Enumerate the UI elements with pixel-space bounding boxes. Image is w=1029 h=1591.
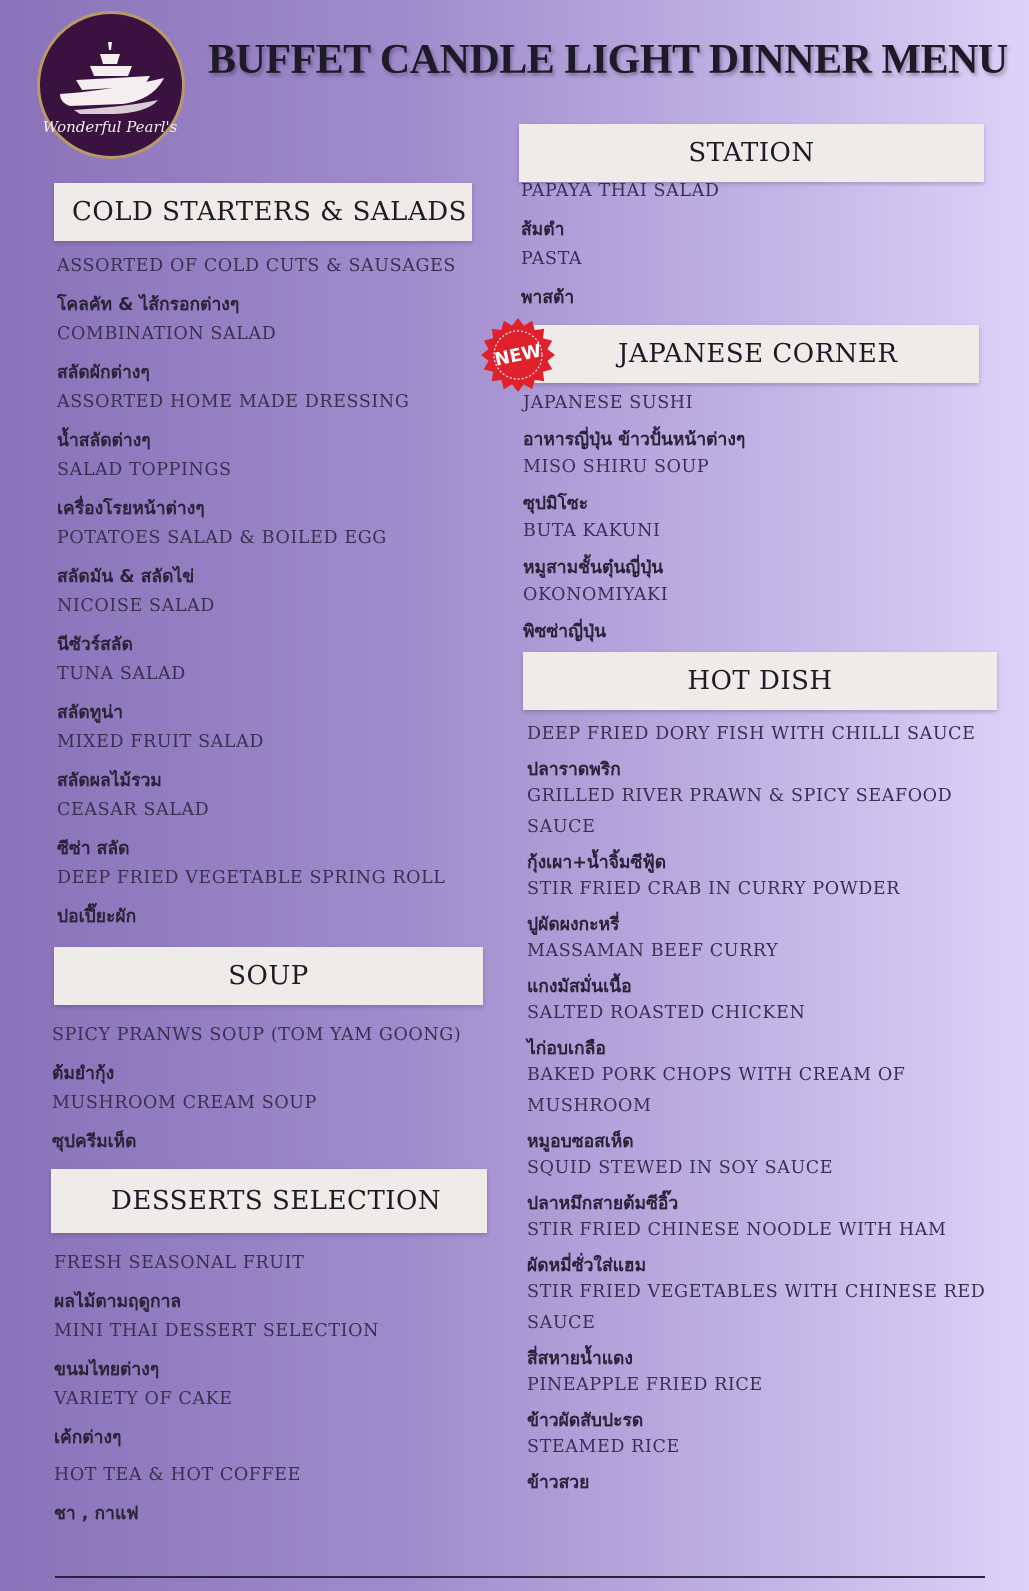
menu-item-name: ASSORTED HOME MADE DRESSING — [57, 392, 410, 412]
station-heading: STATION — [688, 138, 815, 168]
menu-item-name: SQUID STEWED IN SOY SAUCE — [527, 1158, 834, 1178]
menu-item-name: GRILLED RIVER PRAWN & SPICY SEAFOOD — [527, 786, 953, 806]
menu-item-name: BAKED PORK CHOPS WITH CREAM OF — [527, 1065, 906, 1085]
menu-item-thai-name: ผัดหมี่ซั่วใส่แฮม — [527, 1256, 647, 1276]
restaurant-logo — [37, 11, 185, 159]
new-badge — [480, 317, 556, 393]
menu-item-thai-name: หมูสามชั้นตุ๋นญี่ปุ่น — [523, 558, 664, 578]
menu-item-thai-name: สลัดมัน & สลัดไข่ — [57, 567, 195, 587]
soup-heading-box — [54, 947, 483, 1005]
hot-dish-heading-box — [523, 652, 997, 710]
menu-item-thai-name: สลัดทูน่า — [57, 703, 124, 723]
menu-item-thai-name: ชา , กาแฟ — [54, 1504, 139, 1524]
japanese-heading: JAPANESE CORNER — [618, 339, 898, 369]
logo-text: Wonderful Pearl's — [42, 118, 178, 136]
menu-item-name: STIR FRIED CHINESE NOODLE WITH HAM — [527, 1220, 947, 1240]
menu-item-name: BUTA KAKUNI — [523, 521, 661, 541]
menu-item-thai-name: สี่สหายน้ำแดง — [527, 1349, 633, 1369]
menu-item-name: PINEAPPLE FRIED RICE — [527, 1375, 763, 1395]
desserts-heading: DESSERTS SELECTION — [111, 1186, 442, 1216]
station-heading-box — [519, 124, 984, 182]
hot-dish-heading: HOT DISH — [687, 666, 833, 696]
menu-item-name: STEAMED RICE — [527, 1437, 680, 1457]
menu-item-thai-name: ปูผัดผงกะหรี่ — [527, 915, 620, 935]
menu-item-thai-name: หมูอบซอสเห็ด — [527, 1132, 634, 1152]
cold-starters-heading-box — [54, 183, 472, 241]
menu-item-name: MASSAMAN BEEF CURRY — [527, 941, 779, 961]
menu-item-thai-name: เครื่องโรยหน้าต่างๆ — [57, 499, 205, 519]
menu-item-name: PAPAYA THAI SALAD — [521, 181, 720, 201]
menu-item-thai-name: สลัดผลไม้รวม — [57, 771, 162, 791]
menu-item-name: FRESH SEASONAL FRUIT — [54, 1253, 305, 1273]
menu-item-name: MINI THAI DESSERT SELECTION — [54, 1321, 380, 1341]
menu-item-name: POTATOES SALAD & BOILED EGG — [57, 528, 387, 548]
menu-item-name: STIR FRIED CRAB IN CURRY POWDER — [527, 879, 901, 899]
menu-item-thai-name: ไก่อบเกลือ — [527, 1039, 606, 1059]
menu-item-name: NICOISE SALAD — [57, 596, 215, 616]
menu-item-thai-name: ข้าวสวย — [527, 1473, 590, 1493]
menu-item-thai-name: ต้มยำกุ้ง — [52, 1064, 115, 1084]
menu-item-name-continued: SAUCE — [527, 817, 596, 837]
soup-heading: SOUP — [228, 961, 309, 991]
new-badge-label: NEW — [492, 340, 544, 371]
menu-item-thai-name: ส้มตำ — [521, 220, 565, 240]
menu-item-name-continued: SAUCE — [527, 1313, 596, 1333]
menu-item-name: MIXED FRUIT SALAD — [57, 732, 264, 752]
menu-item-name: SALAD TOPPINGS — [57, 460, 232, 480]
menu-item-thai-name: ปอเปี๊ยะผัก — [57, 907, 137, 927]
menu-item-thai-name: ผลไม้ตามฤดูกาล — [54, 1292, 182, 1312]
menu-item-thai-name: ข้าวผัดสับปะรด — [527, 1411, 644, 1431]
menu-item-name: ASSORTED OF COLD CUTS & SAUSAGES — [57, 256, 457, 276]
menu-item-name: JAPANESE SUSHI — [523, 393, 694, 413]
page-title: BUFFET CANDLE LIGHT DINNER MENU — [208, 37, 1008, 83]
menu-item-name: SALTED ROASTED CHICKEN — [527, 1003, 806, 1023]
bottom-divider — [55, 1576, 985, 1578]
menu-item-name: PASTA — [521, 249, 583, 269]
menu-item-name: DEEP FRIED DORY FISH WITH CHILLI SAUCE — [527, 724, 976, 744]
menu-item-thai-name: ซุปครีมเห็ด — [52, 1132, 137, 1152]
menu-item-name: MISO SHIRU SOUP — [523, 457, 710, 477]
menu-item-name: TUNA SALAD — [57, 664, 186, 684]
menu-item-name: COMBINATION SALAD — [57, 324, 277, 344]
menu-item-thai-name: ขนมไทยต่างๆ — [54, 1360, 160, 1380]
menu-item-name: OKONOMIYAKI — [523, 585, 669, 605]
menu-item-name: VARIETY OF CAKE — [54, 1389, 233, 1409]
menu-item-thai-name: น้ำสลัดต่างๆ — [57, 431, 151, 451]
menu-item-name: HOT TEA & HOT COFFEE — [54, 1465, 302, 1485]
menu-item-thai-name: กุ้งเผา+น้ำจิ้มซีฟู้ด — [527, 853, 667, 873]
menu-item-thai-name: เค้กต่างๆ — [54, 1428, 122, 1448]
menu-item-thai-name: อาหารญี่ปุ่น ข้าวปั้นหน้าต่างๆ — [523, 430, 746, 450]
japanese-heading-box — [523, 325, 979, 383]
cold-starters-heading: COLD STARTERS & SALADS — [72, 197, 467, 227]
menu-item-thai-name: ปลาหมึกสายต้มซีอิ๊ว — [527, 1194, 679, 1214]
menu-item-thai-name: แกงมัสมั่นเนื้อ — [527, 977, 632, 997]
menu-item-thai-name: สลัดผักต่างๆ — [57, 363, 150, 383]
menu-item-name: STIR FRIED VEGETABLES WITH CHINESE RED — [527, 1282, 986, 1302]
menu-item-thai-name: ปลาราดพริก — [527, 760, 621, 780]
desserts-heading-box — [51, 1169, 487, 1233]
menu-item-name: SPICY PRANWS SOUP (TOM YAM GOONG) — [52, 1025, 462, 1045]
boat-icon — [40, 14, 182, 156]
menu-item-thai-name: นีซัวร์สลัด — [57, 635, 133, 655]
menu-item-name-continued: MUSHROOM — [527, 1096, 652, 1116]
menu-item-thai-name: ซุปมิโซะ — [523, 494, 589, 514]
menu-item-name: MUSHROOM CREAM SOUP — [52, 1093, 317, 1113]
menu-item-name: DEEP FRIED VEGETABLE SPRING ROLL — [57, 868, 446, 888]
menu-item-thai-name: พิซซ่าญี่ปุ่น — [523, 622, 607, 642]
menu-item-thai-name: พาสต้า — [521, 288, 575, 308]
menu-item-name: CEASAR SALAD — [57, 800, 210, 820]
menu-item-thai-name: โคลคัท & ไส้กรอกต่างๆ — [57, 295, 240, 315]
menu-item-thai-name: ซีซ่า สลัด — [57, 839, 130, 859]
